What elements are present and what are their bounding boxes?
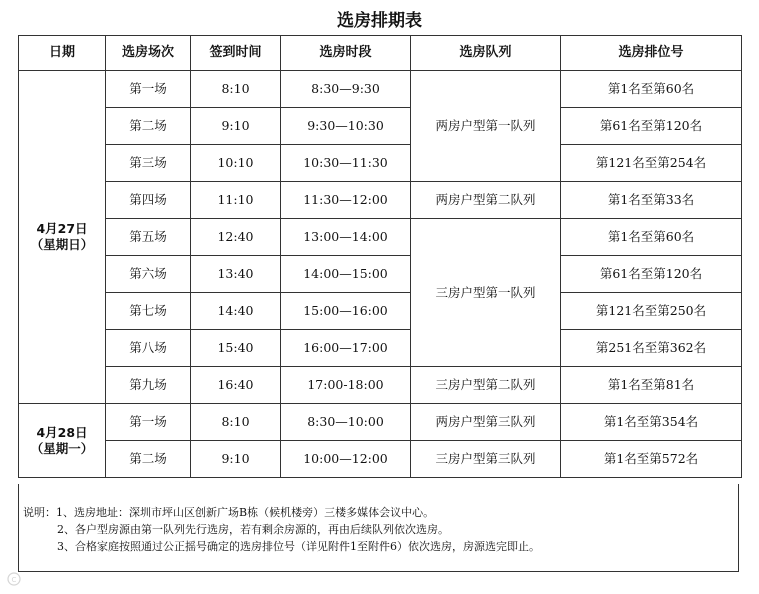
checkin-cell: 10:10: [191, 145, 281, 182]
period-cell: 10:30—11:30: [281, 145, 411, 182]
table-row: [19, 293, 742, 330]
period-cell: 10:00—12:00: [281, 441, 411, 478]
checkin-cell: 11:10: [191, 182, 281, 219]
header-checkin: 签到时间: [191, 36, 281, 71]
queue-cell: 三房户型第二队列: [411, 367, 561, 404]
rank-cell: 第121名至第250名: [561, 293, 742, 330]
session-cell: 第八场: [106, 330, 191, 367]
session-cell: 第二场: [106, 108, 191, 145]
rank-cell: 第61名至第120名: [561, 256, 742, 293]
checkin-cell: 13:40: [191, 256, 281, 293]
watermark-logo: [6, 570, 106, 588]
period-cell: 13:00—14:00: [281, 219, 411, 256]
table-row: [19, 182, 742, 219]
queue-cell: 两房户型第二队列: [411, 182, 561, 219]
period-cell: 16:00—17:00: [281, 330, 411, 367]
weekday-label: （星期一）: [30, 440, 94, 456]
table-row: [19, 367, 742, 404]
rank-cell: 第61名至第120名: [561, 108, 742, 145]
checkin-cell: 9:10: [191, 108, 281, 145]
session-cell: 第一场: [106, 71, 191, 108]
page-title: 选房排期表: [337, 11, 422, 31]
table-header-row: [19, 36, 742, 71]
session-cell: 第六场: [106, 256, 191, 293]
queue-cell: 两房户型第一队列: [411, 71, 561, 182]
session-cell: 第二场: [106, 441, 191, 478]
date-cell: [19, 404, 106, 478]
notes-box: [18, 484, 739, 572]
table-row: [19, 145, 742, 182]
schedule-table: [18, 35, 742, 478]
note-line: 说明：1、选房地址：深圳市坪山区创新广场B栋（候机楼旁）三楼多媒体会议中心。: [23, 506, 435, 519]
period-cell: 8:30—10:00: [281, 404, 411, 441]
period-cell: 8:30—9:30: [281, 71, 411, 108]
checkin-cell: 8:10: [191, 404, 281, 441]
session-cell: 第五场: [106, 219, 191, 256]
session-cell: 第九场: [106, 367, 191, 404]
svg-text:C: C: [11, 576, 17, 584]
queue-cell: 三房户型第一队列: [411, 219, 561, 367]
table-row: [19, 108, 742, 145]
rank-cell: 第251名至第362名: [561, 330, 742, 367]
rank-cell: 第1名至第572名: [561, 441, 742, 478]
table-row: [19, 71, 742, 108]
rank-cell: 第1名至第60名: [561, 71, 742, 108]
session-cell: 第三场: [106, 145, 191, 182]
header-queue: 选房队列: [411, 36, 561, 71]
header-period: 选房时段: [281, 36, 411, 71]
note-line: 3、合格家庭按照通过公正摇号确定的选房排位号（详见附件1至附件6）依次选房，房源选完即止。: [57, 540, 540, 553]
rank-cell: 第1名至第81名: [561, 367, 742, 404]
rank-cell: 第1名至第60名: [561, 219, 742, 256]
period-cell: 15:00—16:00: [281, 293, 411, 330]
checkin-cell: 15:40: [191, 330, 281, 367]
rank-cell: 第121名至第254名: [561, 145, 742, 182]
table-row: [19, 256, 742, 293]
table-row: [19, 330, 742, 367]
rank-cell: 第1名至第354名: [561, 404, 742, 441]
note-line: 2、各户型房源由第一队列先行选房，若有剩余房源的，再由后续队列依次选房。: [57, 523, 449, 536]
header-rank: 选房排位号: [561, 36, 742, 71]
date-label: 4月27日: [36, 221, 88, 236]
period-cell: 9:30—10:30: [281, 108, 411, 145]
weekday-label: （星期日）: [30, 237, 94, 252]
header-session: 选房场次: [106, 36, 191, 71]
table-row: [19, 404, 742, 441]
queue-cell: 三房户型第三队列: [411, 441, 561, 478]
session-cell: 第一场: [106, 404, 191, 441]
period-cell: 14:00—15:00: [281, 256, 411, 293]
table-row: [19, 219, 742, 256]
table-row: [19, 441, 742, 478]
watermark-icon: [6, 570, 106, 588]
checkin-cell: 8:10: [191, 71, 281, 108]
checkin-cell: 9:10: [191, 441, 281, 478]
checkin-cell: 14:40: [191, 293, 281, 330]
rank-cell: 第1名至第33名: [561, 182, 742, 219]
checkin-cell: 16:40: [191, 367, 281, 404]
period-cell: 11:30—12:00: [281, 182, 411, 219]
session-cell: 第四场: [106, 182, 191, 219]
period-cell: 17:00-18:00: [281, 367, 411, 404]
session-cell: 第七场: [106, 293, 191, 330]
header-date: 日期: [19, 36, 106, 71]
date-label: 4月28日: [36, 424, 88, 440]
date-cell: [19, 71, 106, 404]
queue-cell: 两房户型第三队列: [411, 404, 561, 441]
checkin-cell: 12:40: [191, 219, 281, 256]
